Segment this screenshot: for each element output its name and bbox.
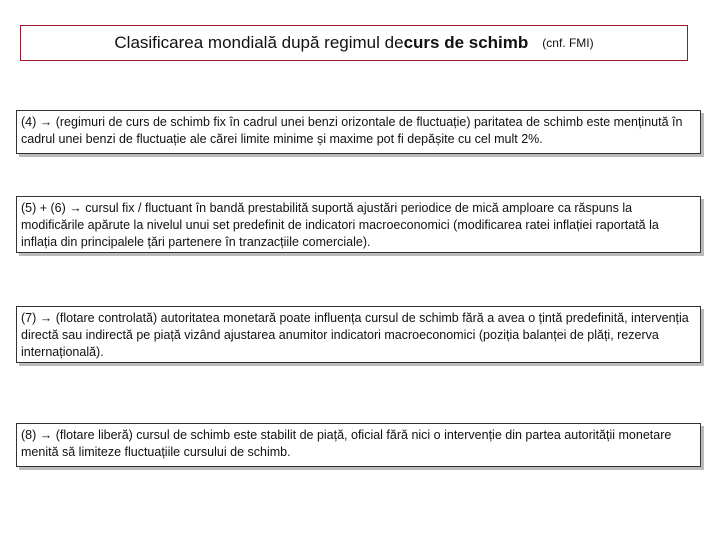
title-source-note: (cnf. FMI) xyxy=(542,36,594,50)
regime-box-8: (8) → (flotare liberă) cursul de schimb este stabilit de piață, oficial fără nici o intervenție din partea autorității monetare menită să limiteze fluctuațiile cursului de schimb. xyxy=(16,423,701,467)
regime-box-7: (7) → (flotare controlată) autoritatea monetară poate influența cursul de schimb fără a avea o țintă predefinită, intervenția directă sau indirectă pe piață vizând ajustarea anumitor indicatori macroeconomici (poziția balanței de plăți, rezerva internațională). xyxy=(16,306,701,363)
title-text: Clasificarea mondială după regimul de xyxy=(114,33,404,52)
regime-box-4: (4) → (regimuri de curs de schimb fix în cadrul unei benzi orizontale de fluctuație) paritatea de schimb este menținută în cadrul unei benzi de fluctuație ale cărei limite minime și maxime pot fi depășite cu cel mult 2%. xyxy=(16,110,701,154)
title-box xyxy=(20,25,688,61)
regime-box-5-6: (5) + (6) → cursul fix / fluctuant în bandă prestabilită suportă ajustări periodice de mică amploare ca răspuns la modificările apărute la nivelul unui set predefinit de indicatori macroeconomici (modificarea ratei inflației raportată la inflația din principalele țări partenere în tranzacțiile comerciale). xyxy=(16,196,701,253)
title-emphasis: curs de schimb xyxy=(403,33,529,52)
